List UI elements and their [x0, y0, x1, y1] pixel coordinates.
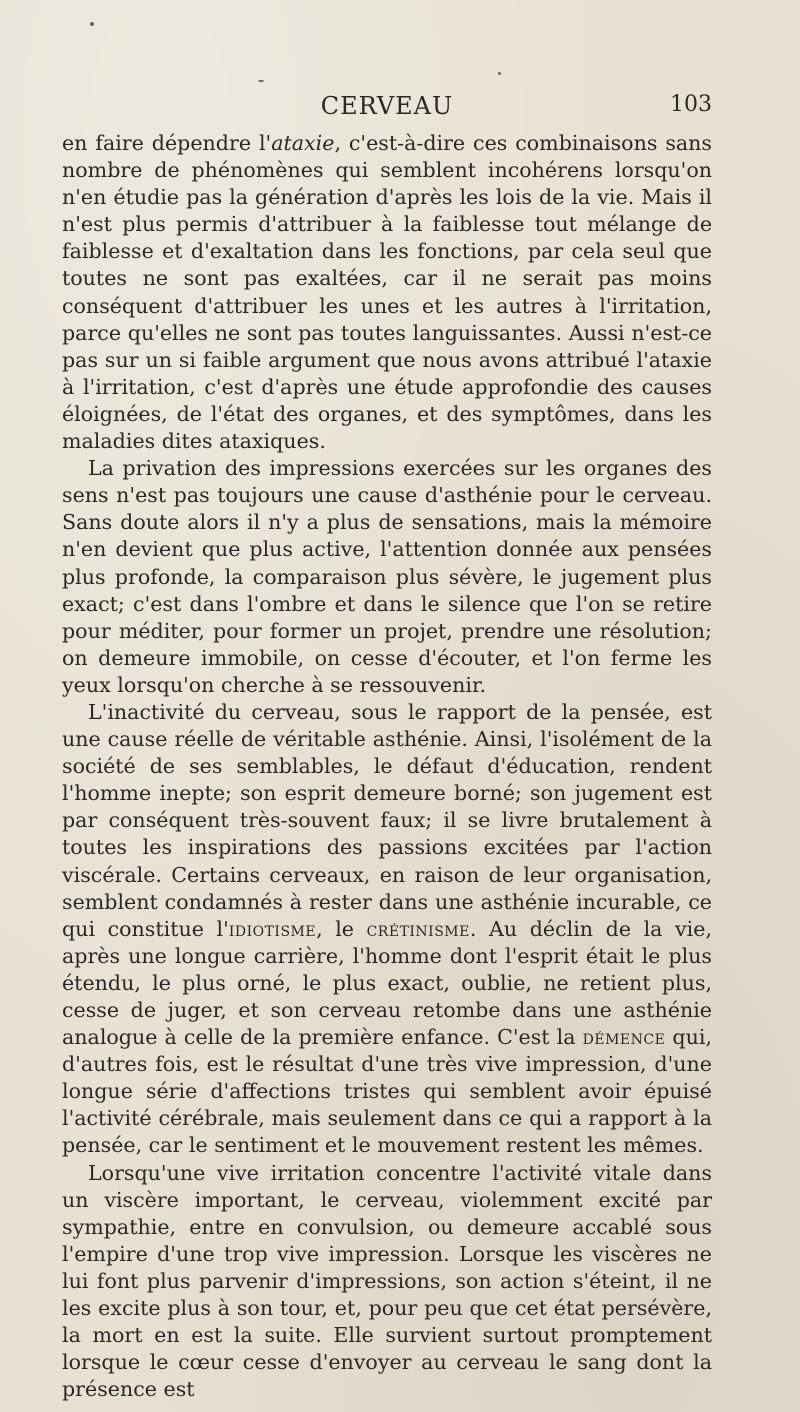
term-demence: démence [582, 1025, 666, 1050]
paragraph-privation-impressions: La privation des impressions exercées sur les organes des sens n'est pas toujours une cause d'asthénie pour le cerveau. Sans doute alors il n'y a plus de sensations, mais la mémoire n'en devient que plus active, l'attention donnée aux pensées plus profonde, la comparaison plus sévère, le jugement plus exact; c'est dans l'ombre et dans le silence que l'on se retire pour méditer, pour former un projet, prendre une résolution; on demeure immobile, on cesse d'écouter, et l'on ferme les yeux lorsqu'on cherche à se ressouvenir. [62, 456, 712, 697]
page-title: CERVEAU [320, 92, 454, 120]
paper-speck [498, 72, 501, 75]
book-page [62, 92, 712, 1403]
paper-speck [90, 22, 94, 26]
term-idiotisme: idiotisme [228, 916, 317, 941]
term-cretinisme: crétinisme [366, 916, 470, 941]
paper-speck [258, 80, 264, 82]
page-number: 103 [670, 92, 712, 117]
italic-term-ataxie: ataxie [271, 131, 335, 155]
body-text [62, 130, 712, 1403]
paragraph-inactivite-cerveau: L'inactivité du cerveau, sous le rapport de la pensée, est une cause réelle de véritable asthénie. Ainsi, l'isolément de la société de ses semblables, le défaut d'éducation, rendent l'homme inepte; son esprit demeure borné; son jugement est par conséquent très-souvent faux; il se livre brutalement à toutes les inspirations des passions excitées par l'action viscérale. Certains cerveaux, en raison de leur organisation, semblent condamnés à rester dans une asthénie incurable, ce qui constitue l'idiotisme, le crétinisme. Au déclin de la vie, après une longue carrière, l'homme dont l'esprit était le plus étendu, le plus orné, le plus exact, oublie, ne retient plus, cesse de juger, et son cerveau retombe dans une asthénie analogue à celle de la première enfance. C'est la démence qui, d'autres fois, est le résultat d'une très vive impression, d'une longue série d'affections tristes qui semblent avoir épuisé l'activité cérébrale, mais seulement dans ce qui a rapport à la pensée, car le sentiment et le mouvement restent les mêmes. [62, 699, 712, 1158]
running-head [62, 92, 712, 126]
paragraph-vive-irritation: Lorsqu'une vive irritation concentre l'activité vitale dans un viscère important, le cerveau, violemment excité par sympathie, entre en convulsion, ou demeure accablé sous l'empire d'une trop vive impression. Lorsque les viscères ne lui font plus parvenir d'impressions, son action s'éteint, il ne les excite plus à son tour, et, pour peu que cet état persévère, la mort en est la suite. Elle survient surtout promptement lorsque le cœur cesse d'envoyer au cerveau le sang dont la présence est [62, 1160, 712, 1402]
paragraph-continuation: en faire dépendre l'ataxie, c'est-à-dire ces combinaisons sans nombre de phénomènes qui semblent incohérens lorsqu'on n'en étudie pas la génération d'après les lois de la vie. Mais il n'est plus permis d'attribuer à la faiblesse tout mélange de faiblesse et d'exaltation dans les fonctions, par cela seul que toutes ne sont pas exaltées, car il ne serait pas moins conséquent d'attribuer les unes et les autres à l'irritation, parce qu'elles ne sont pas toutes languissantes. Aussi n'est-ce pas sur un si faible argument que nous avons attribué l'ataxie à l'irritation, c'est d'après une étude approfondie des causes éloignées, de l'état des organes, et des symptômes, dans les maladies dites ataxiques. [62, 131, 713, 454]
